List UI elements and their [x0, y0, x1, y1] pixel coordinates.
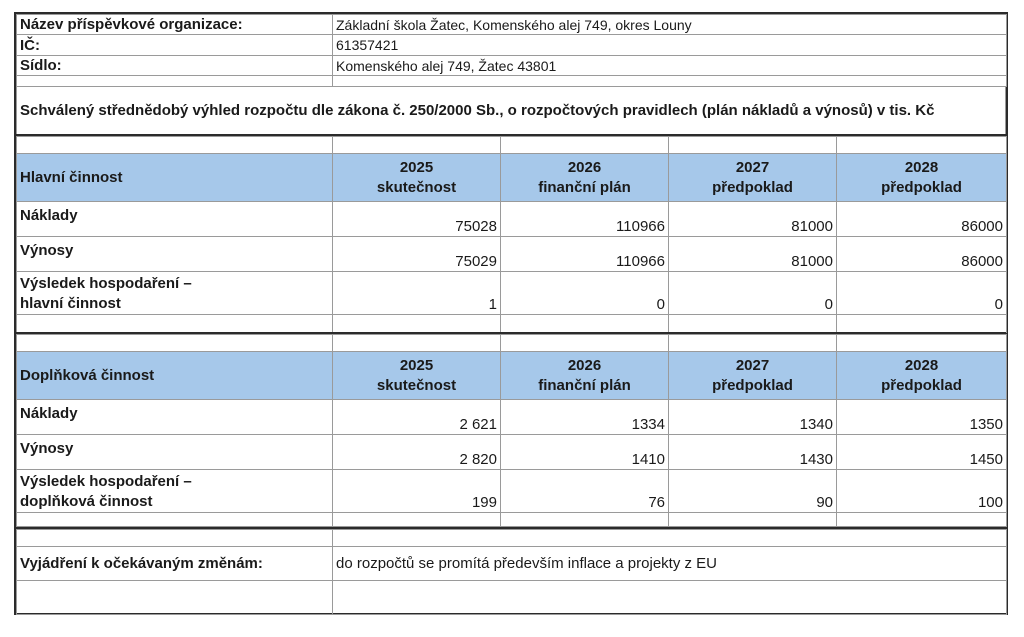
org-seat-value: Komenského alej 749, Žatec 43801 — [333, 56, 1007, 76]
value-cell: 0 — [501, 272, 669, 315]
main-col-2025: 2025 skutečnost — [333, 154, 501, 202]
org-name-row — [17, 15, 1007, 35]
supp-col-2026: 2026 finanční plán — [501, 352, 669, 400]
value-cell: 86000 — [837, 237, 1007, 272]
supp-result-row — [17, 470, 1007, 513]
row-label: Výnosy — [17, 435, 333, 470]
comment-row — [17, 547, 1007, 581]
value-cell: 1350 — [837, 400, 1007, 435]
value-cell: 76 — [501, 470, 669, 513]
value-cell: 75028 — [333, 202, 501, 237]
value-cell: 1450 — [837, 435, 1007, 470]
org-name-label: Název příspěvkové organizace: — [17, 15, 333, 35]
value-cell: 86000 — [837, 202, 1007, 237]
value-cell: 2 621 — [333, 400, 501, 435]
org-name-value: Základní škola Žatec, Komenského alej 749, okres Louny — [333, 15, 1007, 35]
value-cell: 1410 — [501, 435, 669, 470]
supp-header-row — [17, 352, 1007, 400]
supp-col-2027: 2027 předpoklad — [669, 352, 837, 400]
value-cell: 199 — [333, 470, 501, 513]
org-ic-label: IČ: — [17, 35, 333, 56]
main-col-2027: 2027 předpoklad — [669, 154, 837, 202]
organization-info-table — [16, 14, 1007, 87]
main-revenues-row — [17, 237, 1007, 272]
org-seat-row — [17, 56, 1007, 76]
supp-col-2025: 2025 skutečnost — [333, 352, 501, 400]
supp-revenues-row — [17, 435, 1007, 470]
row-label: Náklady — [17, 202, 333, 237]
value-cell: 110966 — [501, 202, 669, 237]
value-cell: 100 — [837, 470, 1007, 513]
org-seat-label: Sídlo: — [17, 56, 333, 76]
value-cell: 1340 — [669, 400, 837, 435]
title-table — [16, 86, 1006, 135]
value-cell: 110966 — [501, 237, 669, 272]
comment-value: do rozpočtů se promítá především inflace a projekty z EU — [333, 547, 1007, 581]
org-ic-value: 61357421 — [333, 35, 1007, 56]
comment-table — [16, 529, 1007, 615]
row-label: Výsledek hospodaření – doplňková činnost — [17, 470, 333, 513]
comment-label: Vyjádření k očekávaným změnám: — [17, 547, 333, 581]
supp-heading: Doplňková činnost — [17, 352, 333, 400]
main-col-2028: 2028 předpoklad — [837, 154, 1007, 202]
value-cell: 1334 — [501, 400, 669, 435]
main-costs-row — [17, 202, 1007, 237]
row-label: Náklady — [17, 400, 333, 435]
value-cell: 81000 — [669, 202, 837, 237]
row-label: Výsledek hospodaření – hlavní činnost — [17, 272, 333, 315]
main-header-row — [17, 154, 1007, 202]
value-cell: 81000 — [669, 237, 837, 272]
supplementary-activity-table — [16, 334, 1007, 527]
budget-sheet — [14, 12, 1008, 615]
document-title: Schválený střednědobý výhled rozpočtu dle zákona č. 250/2000 Sb., o rozpočtových pravidlech (plán nákladů a výnosů) v tis. Kč — [17, 87, 1006, 135]
value-cell: 0 — [669, 272, 837, 315]
main-result-row — [17, 272, 1007, 315]
main-activity-table — [16, 136, 1007, 333]
org-ic-row — [17, 35, 1007, 56]
main-heading: Hlavní činnost — [17, 154, 333, 202]
value-cell: 90 — [669, 470, 837, 513]
supp-costs-row — [17, 400, 1007, 435]
value-cell: 0 — [837, 272, 1007, 315]
supp-col-2028: 2028 předpoklad — [837, 352, 1007, 400]
value-cell: 1430 — [669, 435, 837, 470]
value-cell: 75029 — [333, 237, 501, 272]
row-label: Výnosy — [17, 237, 333, 272]
value-cell: 2 820 — [333, 435, 501, 470]
main-col-2026: 2026 finanční plán — [501, 154, 669, 202]
value-cell: 1 — [333, 272, 501, 315]
